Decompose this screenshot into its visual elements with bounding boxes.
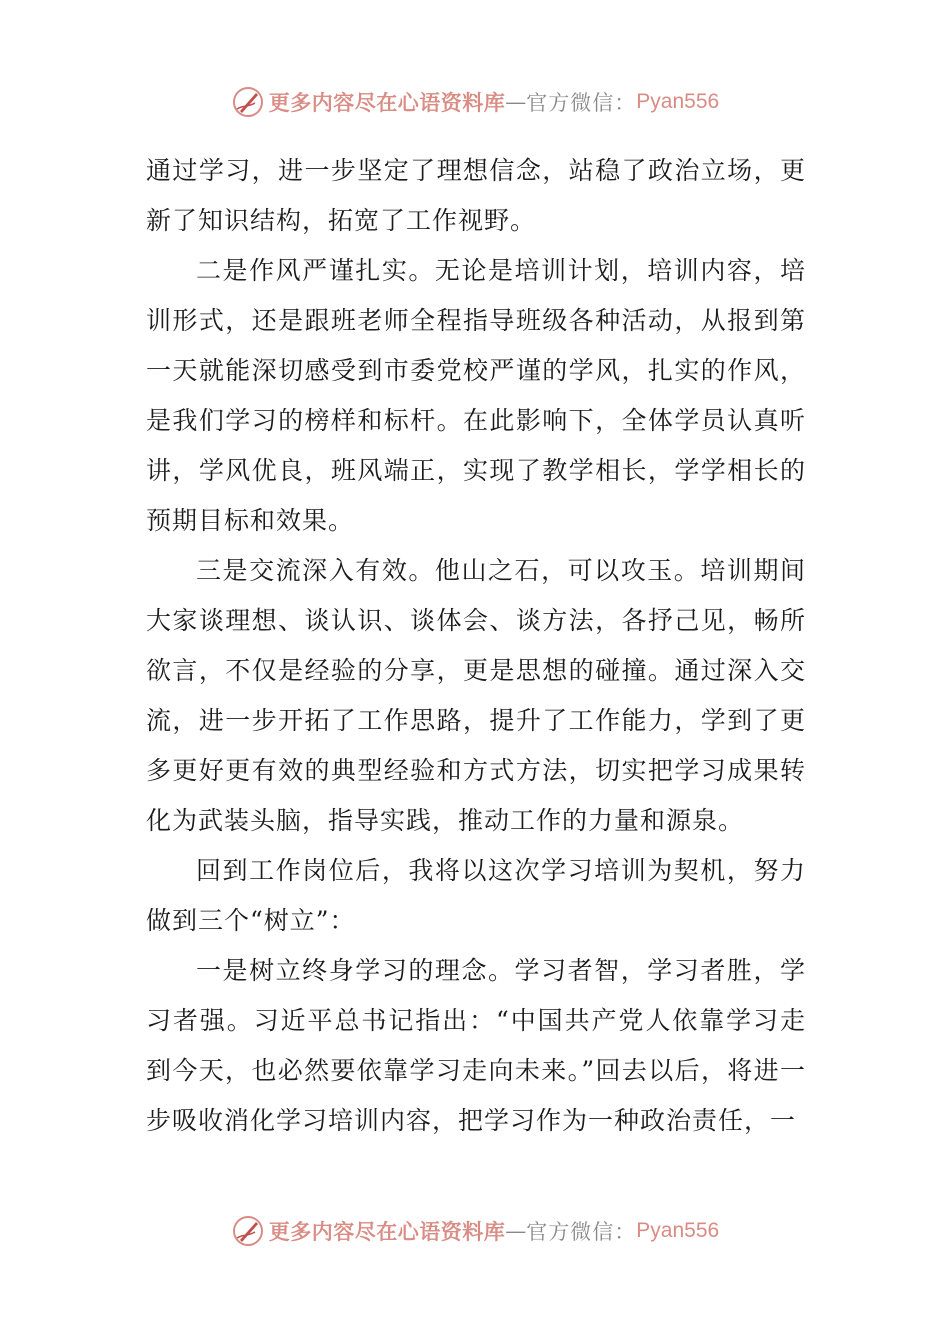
wechat-id: Pyan556: [636, 1219, 720, 1242]
official-label: 官方微信：: [526, 91, 637, 115]
paragraph-4: 回到工作岗位后，我将以这次学习培训为契机，努力做到三个“树立”：: [146, 856, 806, 935]
footer-banner: [0, 1211, 950, 1251]
paragraph-5: 一是树立终身学习的理念。学习者智，学习者胜，学习者强。习近平总书记指出：“中国共产党人依靠学习走到今天，也必然要依靠学习走向未来。”回去以后，将进一步吸收消化学习培训内容，把学习作为一种政治责任，一: [146, 956, 806, 1135]
site-text: 更多内容尽在心语资料库: [268, 1219, 506, 1244]
quill-pen-icon: [231, 85, 265, 119]
official-label: 官方微信：: [526, 1220, 637, 1244]
paragraph-1: 通过学习，进一步坚定了理想信念，站稳了政治立场，更新了知识结构，拓宽了工作视野。: [146, 156, 806, 235]
document-body: [146, 146, 806, 1146]
separator-dash: —: [505, 1219, 527, 1243]
quill-pen-icon: [231, 1214, 265, 1248]
header-banner: [0, 82, 950, 122]
separator-dash: —: [505, 90, 527, 114]
site-text: 更多内容尽在心语资料库: [268, 90, 506, 115]
wechat-id: Pyan556: [636, 90, 720, 113]
paragraph-2: 二是作风严谨扎实。无论是培训计划，培训内容，培训形式，还是跟班老师全程指导班级各种活动，从报到第一天就能深切感受到市委党校严谨的学风，扎实的作风，是我们学习的榜样和标杆。在此影响下，全体学员认真听讲，学风优良，班风端正，实现了教学相长，学学相长的预期目标和效果。: [146, 256, 806, 535]
paragraph-3: 三是交流深入有效。他山之石，可以攻玉。培训期间大家谈理想、谈认识、谈体会、谈方法，各抒己见，畅所欲言，不仅是经验的分享，更是思想的碰撞。通过深入交流，进一步开拓了工作思路，提升了工作能力，学到了更多更好更有效的典型经验和方式方法，切实把学习成果转化为武装头脑，指导实践，推动工作的力量和源泉。: [146, 556, 806, 835]
